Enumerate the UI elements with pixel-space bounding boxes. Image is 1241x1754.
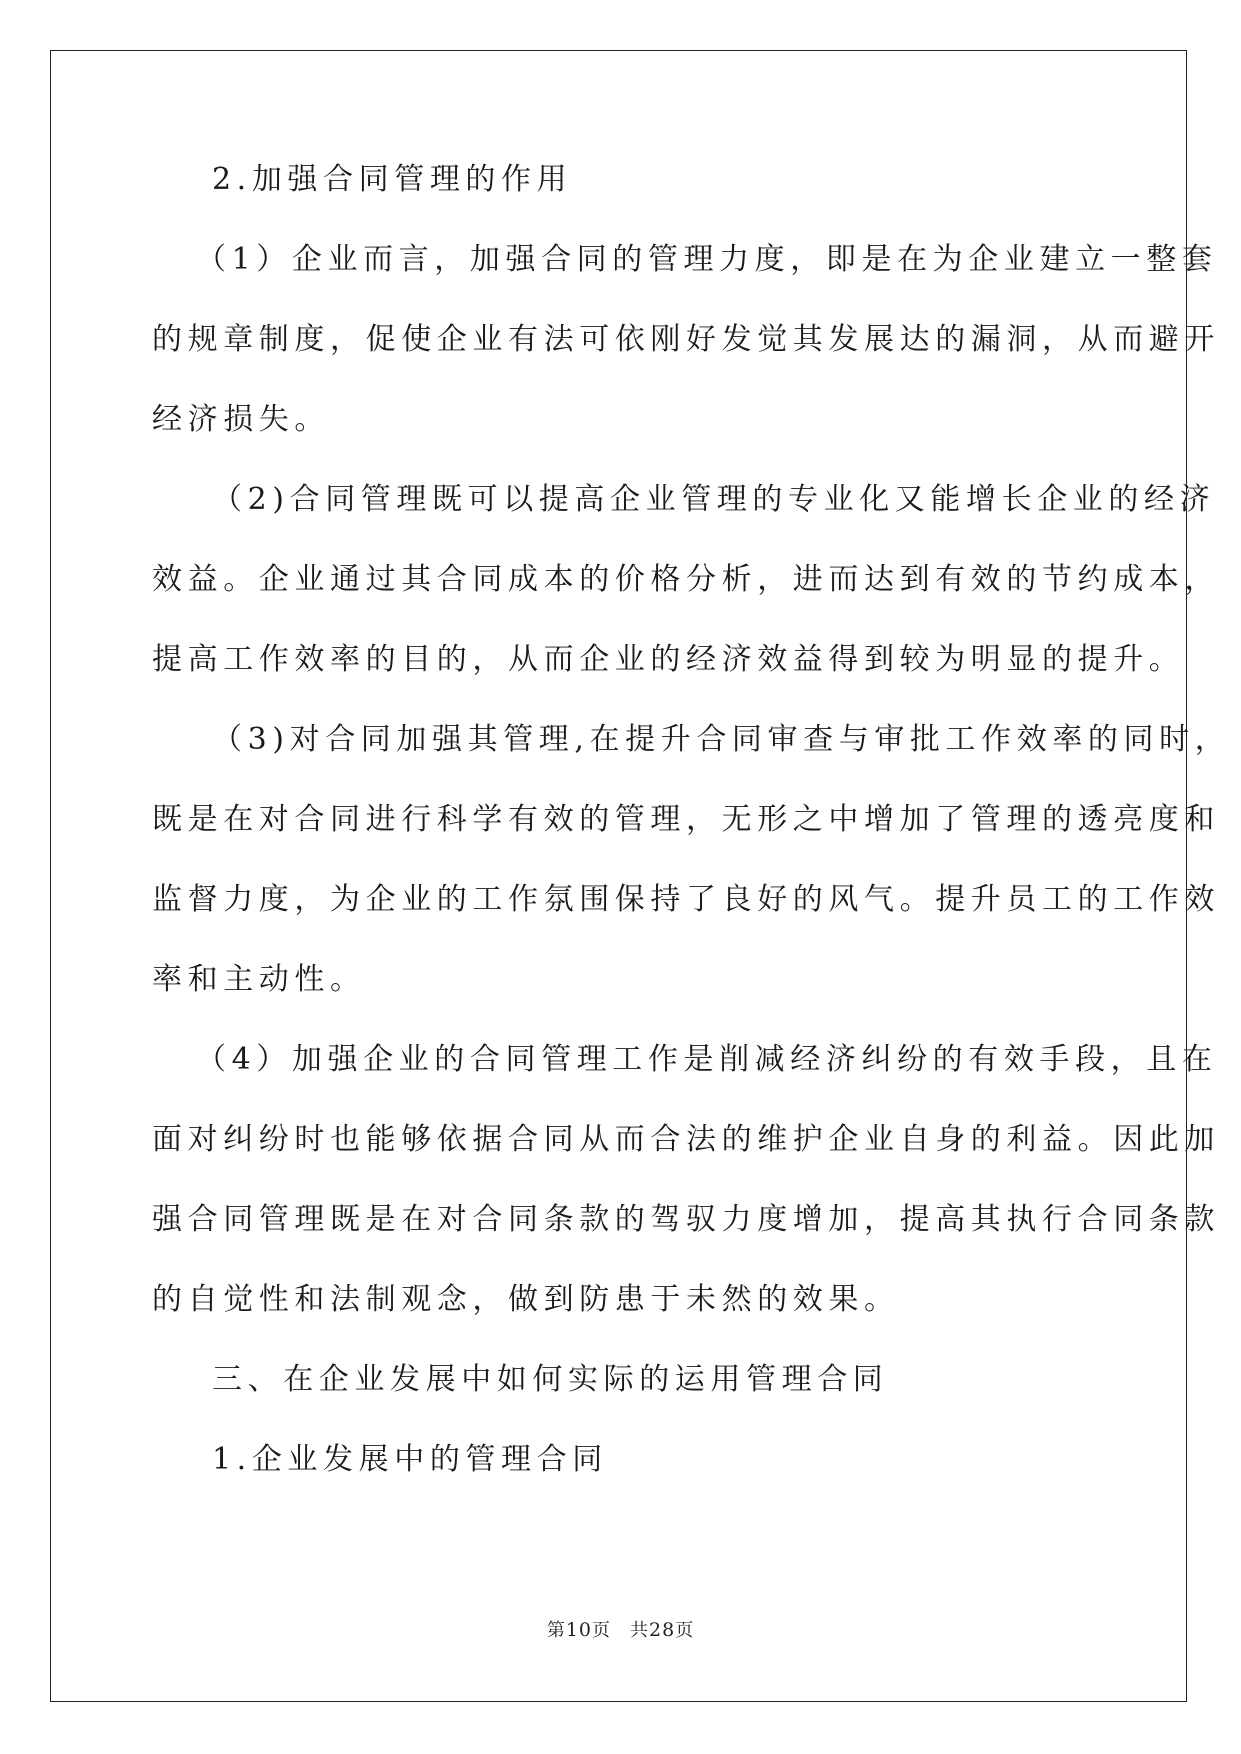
paragraph-line: 监督力度，为企业的工作氛围保持了良好的风气。提升员工的工作效 xyxy=(152,882,1220,917)
paragraph-line: 经济损失。 xyxy=(152,402,330,437)
paragraph-line: 强合同管理既是在对合同条款的驾驭力度增加，提高其执行合同条款 xyxy=(152,1202,1220,1237)
paragraph-line: 提高工作效率的目的，从而企业的经济效益得到较为明显的提升。 xyxy=(152,642,1185,677)
paragraph-line: （2)合同管理既可以提高企业管理的专业化又能增长企业的经济 xyxy=(212,482,1216,517)
footer-prefix: 第 xyxy=(546,1620,566,1641)
total-page-count: 28 xyxy=(649,1619,676,1641)
current-page-number: 10 xyxy=(565,1619,592,1641)
paragraph-line: 率和主动性。 xyxy=(152,962,366,997)
paragraph-line: 效益。企业通过其合同成本的价格分析，进而达到有效的节约成本， xyxy=(152,562,1220,597)
paragraph-line: 的规章制度，促使企业有法可依刚好发觉其发展达的漏洞，从而避开 xyxy=(152,322,1220,357)
footer-suffix: 页 xyxy=(675,1620,695,1641)
document-body xyxy=(152,160,1231,1520)
section-heading-2: 2.加强合同管理的作用 xyxy=(212,162,573,197)
page-number-footer xyxy=(0,1616,1241,1642)
paragraph-line: （4）加强企业的合同管理工作是削减经济纠纷的有效手段，且在 xyxy=(196,1042,1218,1077)
paragraph-line: 面对纠纷时也能够依据合同从而合法的维护企业自身的利益。因此加 xyxy=(152,1122,1220,1157)
paragraph-line: 的自觉性和法制观念，做到防患于未然的效果。 xyxy=(152,1282,900,1317)
footer-middle: 页 共 xyxy=(592,1620,649,1641)
subsection-heading-1: 1.企业发展中的管理合同 xyxy=(212,1442,608,1477)
paragraph-line: （3)对合同加强其管理,在提升合同审查与审批工作效率的同时， xyxy=(212,722,1231,757)
paragraph-line: 既是在对合同进行科学有效的管理，无形之中增加了管理的透亮度和 xyxy=(152,802,1220,837)
paragraph-line: （1）企业而言，加强合同的管理力度，即是在为企业建立一整套 xyxy=(196,242,1218,277)
section-heading-3: 三、在企业发展中如何实际的运用管理合同 xyxy=(212,1362,889,1397)
